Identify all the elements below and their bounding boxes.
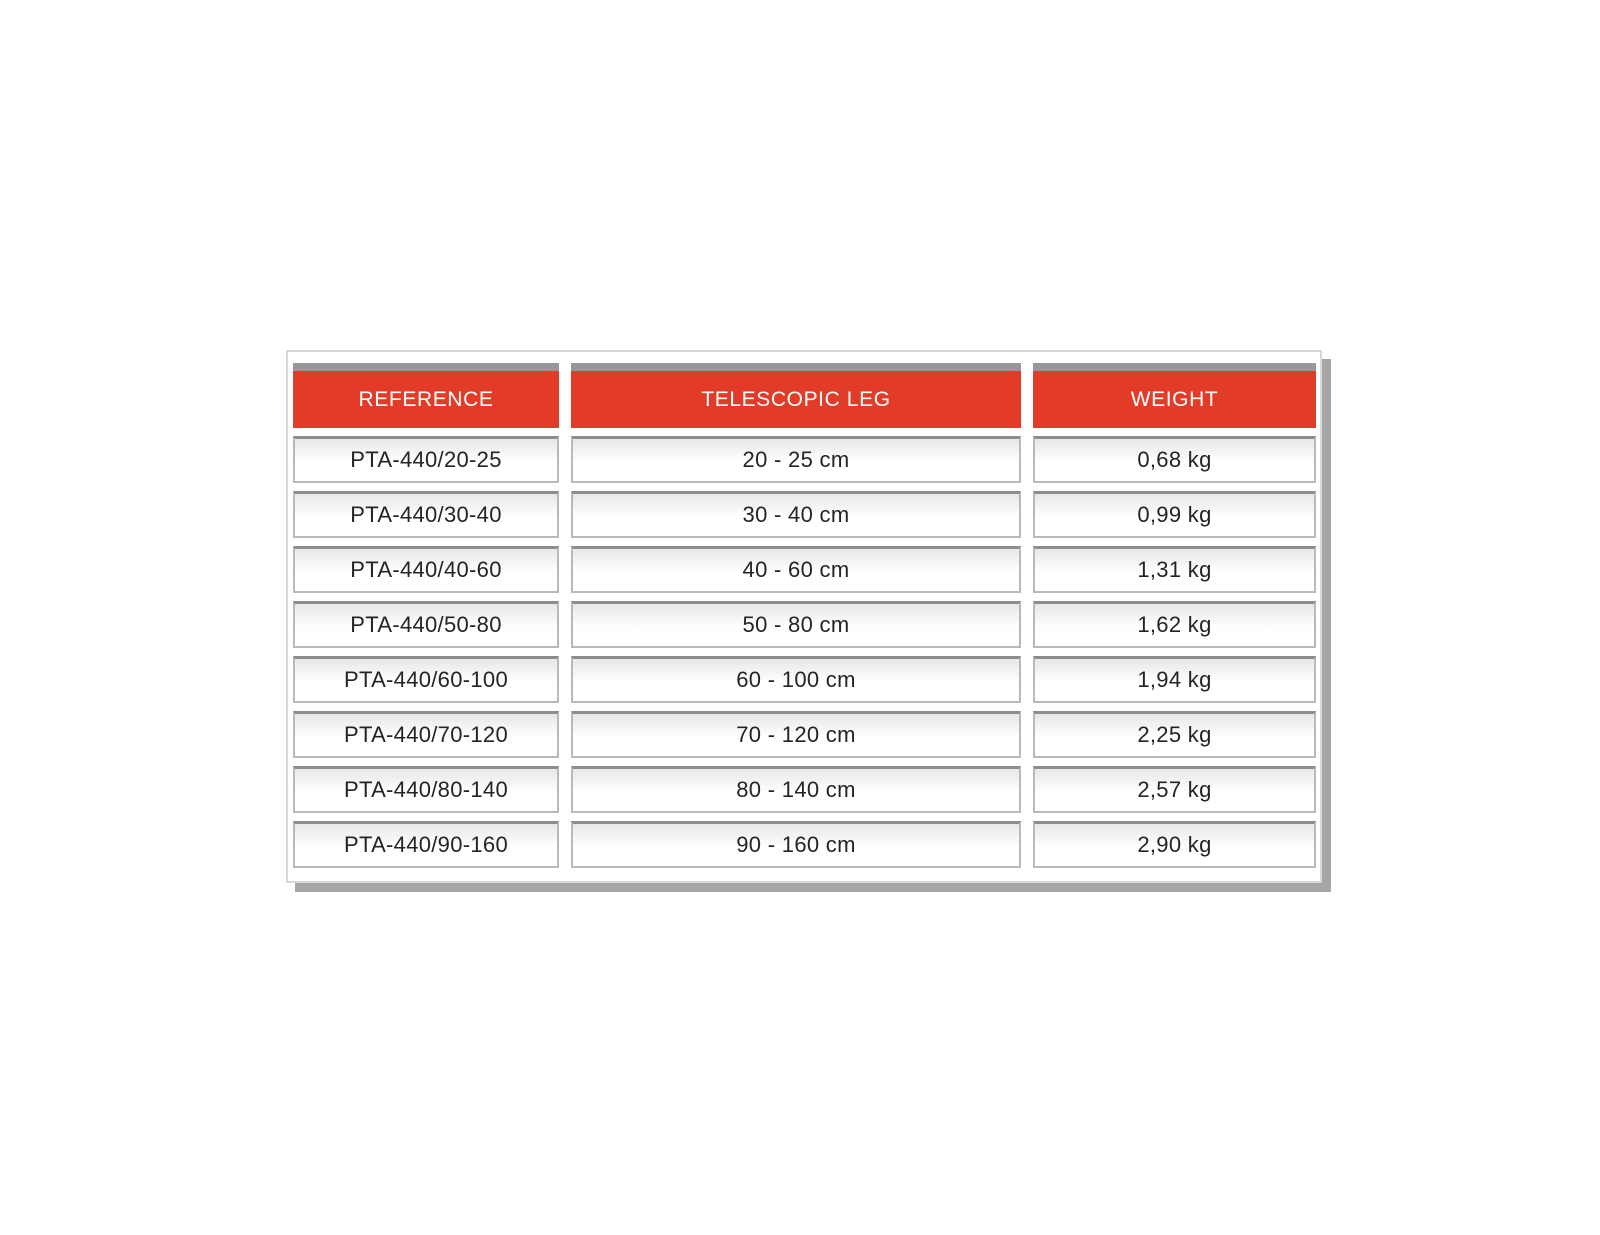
weight-cell — [1033, 766, 1316, 813]
reference-value: PTA-440/60-100 — [343, 667, 508, 692]
table-header-row — [293, 363, 1315, 428]
weight-value: 2,25 kg — [1137, 722, 1212, 747]
reference-cell — [293, 821, 559, 868]
table-row — [293, 656, 1315, 703]
telescopic-leg-cell — [571, 436, 1021, 483]
telescopic-leg-value: 30 - 40 cm — [742, 502, 850, 527]
weight-cell — [1033, 821, 1316, 868]
reference-cell — [293, 656, 559, 703]
telescopic-leg-cell — [571, 766, 1021, 813]
reference-value: PTA-440/80-140 — [343, 777, 508, 802]
reference-cell — [293, 601, 559, 648]
weight-cell — [1033, 601, 1316, 648]
column-header-telescopic-leg — [571, 363, 1021, 428]
telescopic-leg-cell — [571, 491, 1021, 538]
table-row — [293, 821, 1315, 868]
telescopic-leg-value: 60 - 100 cm — [736, 667, 856, 692]
telescopic-leg-cell — [571, 821, 1021, 868]
telescopic-leg-value: 70 - 120 cm — [736, 722, 856, 747]
reference-cell — [293, 546, 559, 593]
column-header-weight — [1033, 363, 1316, 428]
weight-value: 1,94 kg — [1137, 667, 1212, 692]
weight-value: 1,31 kg — [1137, 557, 1212, 582]
table-row — [293, 436, 1315, 483]
column-header-label: REFERENCE — [358, 387, 494, 411]
column-header-reference — [293, 363, 559, 428]
spec-table — [286, 350, 1322, 883]
reference-value: PTA-440/40-60 — [350, 557, 502, 582]
reference-value: PTA-440/50-80 — [350, 612, 502, 637]
reference-value: PTA-440/70-120 — [343, 722, 508, 747]
table-row — [293, 766, 1315, 813]
weight-value: 2,90 kg — [1137, 832, 1212, 857]
telescopic-leg-value: 50 - 80 cm — [742, 612, 850, 637]
weight-value: 1,62 kg — [1137, 612, 1212, 637]
column-header-label: WEIGHT — [1130, 387, 1219, 411]
reference-cell — [293, 491, 559, 538]
reference-value: PTA-440/90-160 — [343, 832, 508, 857]
reference-cell — [293, 436, 559, 483]
table-row — [293, 546, 1315, 593]
weight-value: 2,57 kg — [1137, 777, 1212, 802]
telescopic-leg-cell — [571, 601, 1021, 648]
reference-cell — [293, 711, 559, 758]
weight-cell — [1033, 546, 1316, 593]
telescopic-leg-cell — [571, 546, 1021, 593]
reference-value: PTA-440/20-25 — [350, 447, 502, 472]
table-row — [293, 711, 1315, 758]
telescopic-leg-value: 80 - 140 cm — [736, 777, 856, 802]
weight-value: 0,68 kg — [1137, 447, 1212, 472]
weight-value: 0,99 kg — [1137, 502, 1212, 527]
table-body — [293, 436, 1315, 868]
telescopic-leg-value: 20 - 25 cm — [742, 447, 850, 472]
weight-cell — [1033, 711, 1316, 758]
telescopic-leg-value: 90 - 160 cm — [736, 832, 856, 857]
weight-cell — [1033, 436, 1316, 483]
weight-cell — [1033, 656, 1316, 703]
telescopic-leg-cell — [571, 711, 1021, 758]
table-row — [293, 491, 1315, 538]
reference-cell — [293, 766, 559, 813]
telescopic-leg-value: 40 - 60 cm — [742, 557, 850, 582]
reference-value: PTA-440/30-40 — [350, 502, 502, 527]
table-row — [293, 601, 1315, 648]
weight-cell — [1033, 491, 1316, 538]
telescopic-leg-cell — [571, 656, 1021, 703]
column-header-label: TELESCOPIC LEG — [701, 387, 891, 411]
